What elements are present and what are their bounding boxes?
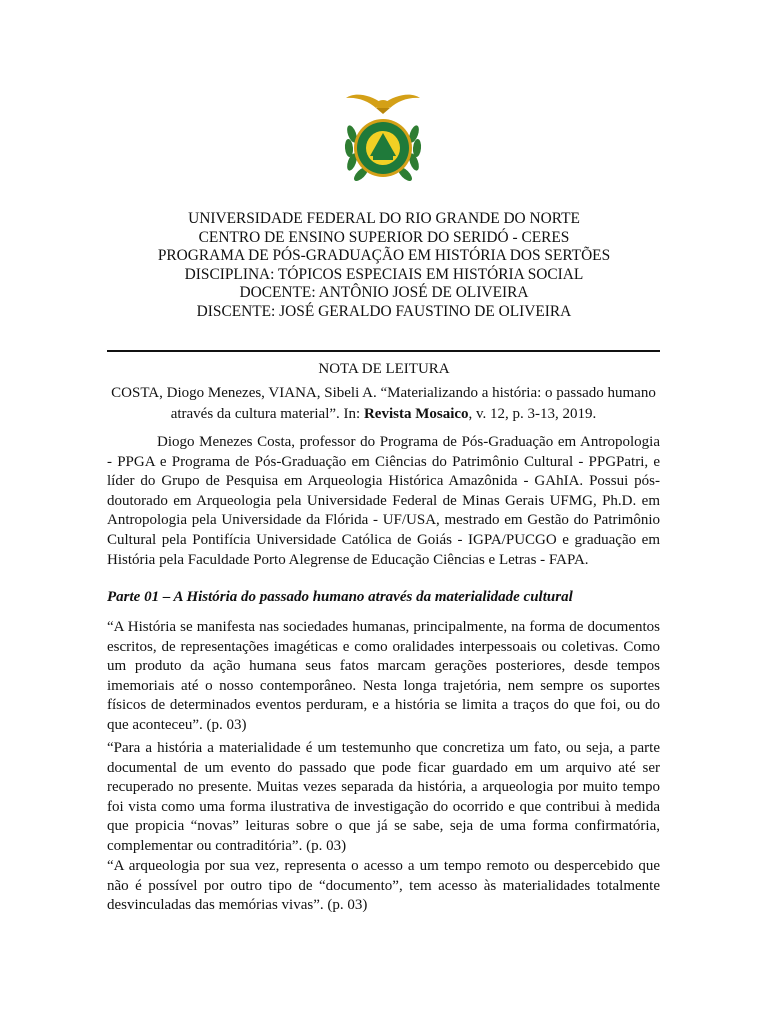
header-teacher: DOCENTE: ANTÔNIO JOSÉ DE OLIVEIRA [239,284,529,302]
quote-paragraph-2: “Para a história a materialidade é um testemunho que concretiza um fato, ou seja, a parte documental de um evento do passado que pode ficar guardado em um arquivo até ser recuperado no presente. Muitas vezes separada da história, a arqueologia por muito tempo foi vista como uma forma ilustrativa de investigação do ocorrido e que contribui à medida que propicia “novas” leituras sobre o que já se sabe, seja de uma forma confirmatória, complementar ou contraditória”. (p. 03) [107,740,660,854]
header-university: UNIVERSIDADE FEDERAL DO RIO GRANDE DO NORTE [188,210,580,227]
section-heading: Parte 01 – A História do passado humano através da materialidade cultural [107,589,573,605]
header-student: DISCENTE: JOSÉ GERALDO FAUSTINO DE OLIVEIRA [196,302,572,320]
citation [107,383,660,425]
header-center: CENTRO DE ENSINO SUPERIOR DO SERIDÓ - CERES [198,228,570,246]
quote-paragraph-3: “A arqueologia por sua vez, representa o acesso a um tempo remoto ou despercebido que não é possível por outro tipo de “documento”, tem acesso às materialidades totalmente desvinculadas das memórias vivas”. (p. 03) [107,858,660,914]
author-bio: Diogo Menezes Costa, professor do Programa de Pós-Graduação em Antropologia - PPGA e Programa de Pós-Graduação em Ciências do Patrimônio Cultural - PPGPatri, e líder do Grupo de Pesquisa em Arqueologia Histórica Amazônida - GAhIA. Possui pós-doutorado em Arqueologia pela Universidade Federal de Minas Gerais UFMG, Ph.D. em Antropologia pela Universidade da Flórida - UF/USA, mestrado em Gestão do Patrimônio Cultural pela Pontifícia Universidade Católica de Goiás - IGPA/PUCGO e graduação em História pela Faculdade Porto Alegrense de Educação Ciências e Letras - FAPA. [107,434,660,568]
citation-journal: Revista Mosaico [363,406,469,422]
university-crest-icon [326,84,440,192]
header-divider [107,350,660,352]
page-title: NOTA DE LEITURA [318,361,450,377]
header-discipline: DISCIPLINA: TÓPICOS ESPECIAIS EM HISTÓRIA SOCIAL [184,265,584,283]
quote-paragraph-1: “A História se manifesta nas sociedades humanas, principalmente, na forma de documentos escritos, de representações imagéticas e como oralidades interpessoais ou coletivas. Como um produto da ação humana seus fatos marcam gerações posteriores, desde tempos imemoriais até o nosso contemporâneo. Nesta longa trajetória, nem sempre os suportes físicos de determinados eventos perduram, e a história se limita a traços do que foi, ou do que aconteceu”. (p. 03) [107,619,660,733]
citation-authors-title: COSTA, Diogo Menezes, VIANA, Sibeli A. “Materializando a história: o passado humano através da cultura material”. In: [111,385,656,422]
document-header [0,210,768,322]
citation-details: , v. 12, p. 3-13, 2019. [468,406,597,422]
header-program: PROGRAMA DE PÓS-GRADUAÇÃO EM HISTÓRIA DOS SERTÕES [157,247,611,265]
